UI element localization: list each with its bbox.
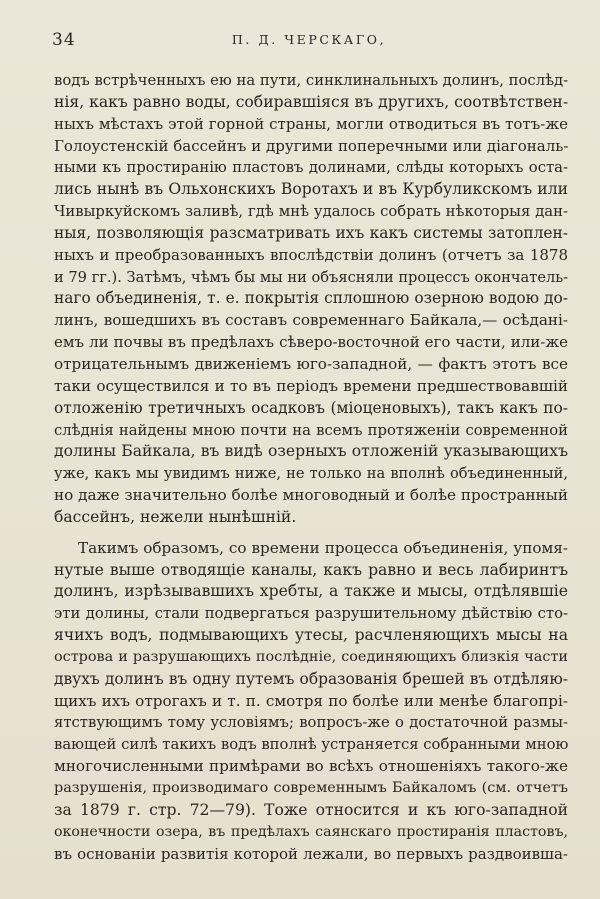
text-line: слѣднія найдены мною почти на всемъ протяженіи современной [54, 421, 568, 439]
text-line: отрицательнымъ движеніемъ юго-западной, — фактъ этотъ все [54, 354, 568, 373]
text-line: долины Байкала, въ видѣ озерныхъ отложеній указывающихъ [54, 442, 568, 461]
text-line: ячихъ водъ, подмывающихъ утесы, расчленяющихъ мысы на [54, 626, 568, 645]
text-line: ныхъ мѣстахъ этой горной страны, могли отводиться въ тотъ-же [54, 114, 568, 133]
text-line: разрушенія, производимаго современнымъ Байкаломъ (см. отчетъ [54, 780, 568, 796]
text-line: вающей силѣ такихъ водъ вполнѣ устраняется собранными мною [54, 736, 568, 754]
text-line: многочисленными примѣрами во всѣхъ отношеніяхъ такого-же [54, 757, 568, 776]
text-line: таки осуществился и то въ періодъ времени предшествовавшій [54, 376, 568, 395]
running-title: П. Д. ЧЕРСКАГО, [231, 32, 387, 47]
text-line: нутые выше отводящіе каналы, какъ равно и весь лабиринтъ [54, 560, 568, 579]
text-line: оконечности озера, въ предѣлахъ саянскаго простиранія пластовъ, [54, 823, 568, 840]
body-text [54, 70, 568, 865]
text-line: ныхъ и преобразованныхъ впослѣдствіи долинъ (отчетъ за 1878 [54, 245, 568, 264]
text-line: но даже значительно болѣе многоводный и болѣе пространный [54, 486, 568, 505]
text-line: въ основаніи развитія которой лежали, во первыхъ раздвоивша- [54, 844, 568, 863]
text-line: емъ ли почвы въ предѣлахъ сѣверо-восточной его части, или-же [54, 333, 568, 352]
text-line: отложенію третичныхъ осадковъ (міоценовыхъ), такъ какъ по- [54, 398, 568, 417]
text-line: долинъ, изрѣзывавшихъ хребты, а также и мысы, отдѣлявшіе [54, 582, 568, 601]
text-line: ятствующимъ тому условіямъ; вопросъ-же о достаточной размы- [54, 714, 568, 732]
text-line: линъ, вошедшихъ въ составъ современнаго Байкала,— осѣданi- [54, 311, 568, 330]
text-line: Такимъ образомъ, со времени процесса объединенія, упомя- [78, 538, 568, 557]
text-line: за 1879 г. стр. 72—79). Тоже относится и къ юго-западной [54, 800, 568, 819]
text-line: нія, какъ равно воды, собиравшіяся въ другихъ, соотвѣтствен- [54, 92, 568, 111]
text-line: ными къ простиранію пластовъ долинами, слѣды которыхъ оста- [54, 159, 568, 177]
text-line: бассейнъ, нежели нынѣшній. [54, 507, 297, 526]
page-header [52, 30, 566, 50]
text-line: эти долины, стали подвергаться разрушительному дѣйствію сто- [54, 605, 568, 623]
text-line: лись нынѣ въ Ольхонскихъ Воротахъ и въ Курбуликскомъ или [54, 180, 568, 199]
paragraph [54, 538, 568, 866]
text-line: острова и разрушающихъ послѣдніе, соединяющихъ близкія части [54, 648, 568, 665]
text-line: двухъ долинъ въ одну путемъ образованія брешей въ отдѣляю- [54, 669, 568, 688]
text-line: щихъ ихъ отрогахъ и т. п. смотря по болѣе или менѣе благопрі- [54, 691, 568, 710]
paragraph [54, 70, 568, 529]
page-number: 34 [52, 30, 76, 50]
text-line: Голоустенскій бассейнъ и другими поперечными или діагональ- [54, 136, 568, 155]
text-line: ныя, позволяющія разсматривать ихъ какъ системы затоплен- [54, 223, 568, 242]
text-line: и 79 гг.). Затѣмъ, чѣмъ бы мы ни объясняли процессъ окончатель- [54, 268, 568, 286]
text-line: наго объединенія, т. е. покрытія сплошною озерною водою до- [54, 289, 568, 308]
text-line: водъ встрѣченныхъ ею на пути, синклинальныхъ долинъ, послѣд- [54, 72, 568, 89]
text-line: уже, какъ мы увидимъ ниже, не только на вполнѣ объединенный, [54, 465, 568, 483]
paragraph-gap [54, 529, 568, 538]
text-line: Чивыркуйскомъ заливѣ, гдѣ мнѣ удалось собрать нѣкоторыя дан- [54, 203, 568, 221]
